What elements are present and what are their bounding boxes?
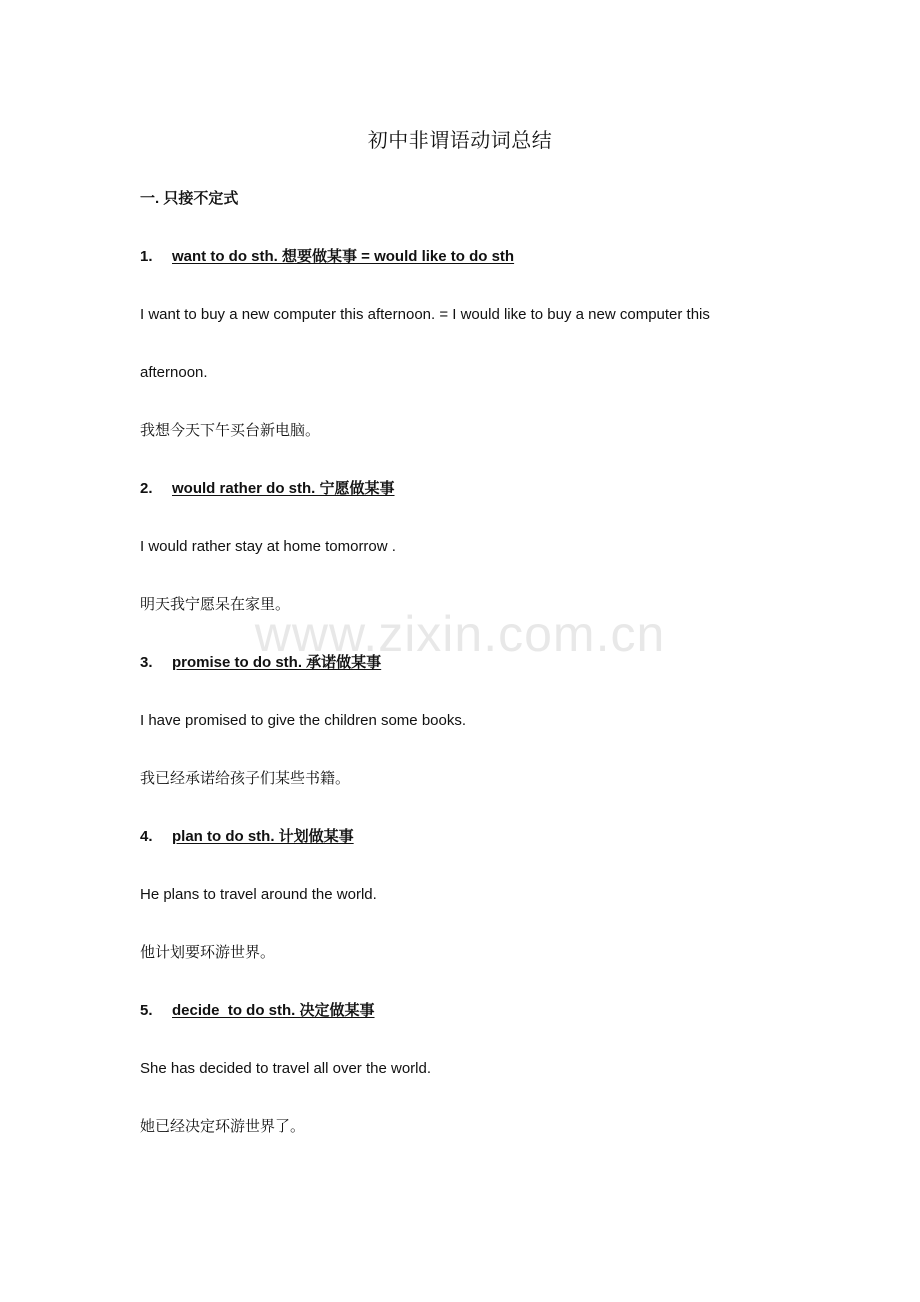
item-heading-1 [140,247,514,267]
example-chinese: 我已经承诺给孩子们某些书籍。 [140,770,351,787]
example-english: He plans to travel around the world. [140,886,377,903]
watermark: www.zixin.com.cn [254,606,666,662]
example-chinese: 我想今天下午买台新电脑。 [140,422,321,439]
item-heading-4 [140,827,354,847]
item-phrase: want to do sth. 想要做某事 = would like to do sth [172,248,515,265]
item-number: 1. [140,248,153,265]
example-english: I would rather stay at home tomorrow . [140,538,396,555]
document-title: 初中非谓语动词总结 [367,130,553,152]
example-english: I want to buy a new computer this afternoon. = I would like to buy a new computer this [140,306,710,323]
item-number: 4. [140,828,153,845]
example-chinese: 他计划要环游世界。 [140,944,276,961]
item-heading-2 [140,479,395,499]
example-chinese: 她已经决定环游世界了。 [140,1118,306,1135]
item-phrase: would rather do sth. 宁愿做某事 [172,480,395,497]
example-chinese: 明天我宁愿呆在家里。 [140,596,291,613]
item-phrase: decide to do sth. 决定做某事 [172,1002,375,1019]
item-phrase: promise to do sth. 承诺做某事 [172,654,382,671]
section-heading: 一. 只接不定式 [140,190,239,207]
item-heading-3 [140,653,381,673]
example-english: I have promised to give the children some books. [140,712,467,729]
item-heading-5 [140,1001,375,1021]
item-phrase: plan to do sth. 计划做某事 [172,828,354,845]
item-number: 3. [140,654,153,671]
example-english: She has decided to travel all over the world. [140,1060,431,1077]
item-number: 5. [140,1002,153,1019]
item-number: 2. [140,480,153,497]
example-english-continued: afternoon. [140,364,208,381]
